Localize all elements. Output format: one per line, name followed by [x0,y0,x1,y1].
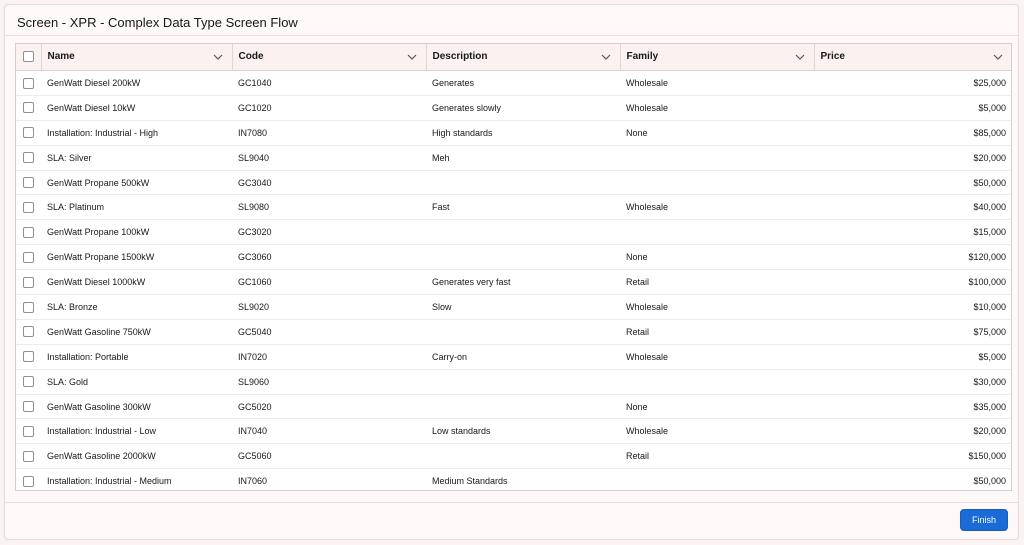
price-cell: $100,000 [814,270,1012,295]
code-cell: SL9040 [232,145,426,170]
description-cell: Generates very fast [426,270,620,295]
table-row[interactable] [16,95,1012,120]
name-cell: GenWatt Gasoline 750kW [41,319,232,344]
name-cell: Installation: Portable [41,344,232,369]
table-row[interactable] [16,71,1012,96]
family-cell [620,220,814,245]
description-cell: Medium Standards [426,469,620,491]
name-cell: GenWatt Gasoline 300kW [41,394,232,419]
code-cell: SL9080 [232,195,426,220]
row-select-cell [16,71,41,96]
description-cell [426,444,620,469]
table-row[interactable] [16,344,1012,369]
name-cell: SLA: Bronze [41,295,232,320]
name-cell: GenWatt Diesel 10kW [41,95,232,120]
row-checkbox[interactable] [23,102,34,113]
name-cell: GenWatt Diesel 1000kW [41,270,232,295]
name-cell: GenWatt Propane 500kW [41,170,232,195]
family-cell: None [620,394,814,419]
code-cell: SL9060 [232,369,426,394]
table-row[interactable] [16,469,1012,491]
row-checkbox[interactable] [23,451,34,462]
description-cell: Meh [426,145,620,170]
row-checkbox[interactable] [23,78,34,89]
row-checkbox[interactable] [23,302,34,313]
select-all-cell [16,44,41,71]
family-cell [620,170,814,195]
column-header-label: Price [820,51,845,62]
code-cell: GC1040 [232,71,426,96]
code-cell: IN7040 [232,419,426,444]
price-cell: $75,000 [814,319,1012,344]
price-cell: $50,000 [814,469,1012,491]
description-cell [426,319,620,344]
description-cell: Generates slowly [426,95,620,120]
table-row[interactable] [16,369,1012,394]
row-select-cell [16,95,41,120]
row-checkbox[interactable] [23,227,34,238]
family-cell [620,469,814,491]
row-checkbox[interactable] [23,326,34,337]
description-cell: Generates [426,71,620,96]
code-cell: GC1060 [232,270,426,295]
page-title: Screen - XPR - Complex Data Type Screen Flow [5,5,1018,36]
row-select-cell [16,419,41,444]
code-cell: IN7020 [232,344,426,369]
price-cell: $15,000 [814,220,1012,245]
row-select-cell [16,120,41,145]
description-cell: Carry-on [426,344,620,369]
column-header-family[interactable] [620,44,814,71]
family-cell: Retail [620,270,814,295]
code-cell: GC3020 [232,220,426,245]
column-header-name[interactable] [41,44,232,71]
family-cell: Wholesale [620,71,814,96]
chevron-down-icon[interactable] [600,51,612,63]
table-body [16,71,1012,492]
description-cell [426,245,620,270]
table-row[interactable] [16,170,1012,195]
row-checkbox[interactable] [23,426,34,437]
price-cell: $10,000 [814,295,1012,320]
column-header-code[interactable] [232,44,426,71]
table-row[interactable] [16,444,1012,469]
row-select-cell [16,319,41,344]
row-select-cell [16,394,41,419]
price-cell: $20,000 [814,419,1012,444]
name-cell: GenWatt Gasoline 2000kW [41,444,232,469]
family-cell: Retail [620,444,814,469]
description-cell [426,394,620,419]
column-header-label: Name [47,51,75,62]
row-select-cell [16,295,41,320]
row-select-cell [16,170,41,195]
price-cell: $25,000 [814,71,1012,96]
name-cell: GenWatt Propane 1500kW [41,245,232,270]
row-select-cell [16,270,41,295]
chevron-down-icon[interactable] [992,51,1004,63]
family-cell: None [620,120,814,145]
family-cell: None [620,245,814,270]
description-cell [426,170,620,195]
column-header-label: Family [626,51,659,62]
chevron-down-icon[interactable] [794,51,806,63]
table-row[interactable] [16,195,1012,220]
family-cell: Wholesale [620,419,814,444]
table-row[interactable] [16,220,1012,245]
name-cell: Installation: Industrial - Low [41,419,232,444]
row-checkbox[interactable] [23,202,34,213]
price-cell: $40,000 [814,195,1012,220]
name-cell: GenWatt Diesel 200kW [41,71,232,96]
price-cell: $5,000 [814,95,1012,120]
name-cell: Installation: Industrial - High [41,120,232,145]
row-select-cell [16,220,41,245]
code-cell: GC5040 [232,319,426,344]
name-cell: SLA: Silver [41,145,232,170]
price-cell: $20,000 [814,145,1012,170]
row-checkbox[interactable] [23,401,34,412]
row-select-cell [16,469,41,491]
code-cell: GC1020 [232,95,426,120]
data-table [15,43,1012,491]
row-checkbox[interactable] [23,152,34,163]
family-cell: Wholesale [620,295,814,320]
family-cell: Wholesale [620,195,814,220]
price-cell: $30,000 [814,369,1012,394]
column-header-label: Code [238,51,264,62]
screen-flow-card [4,4,1019,540]
row-checkbox[interactable] [23,177,34,188]
family-cell: Wholesale [620,95,814,120]
column-header-description[interactable] [426,44,620,71]
name-cell: SLA: Gold [41,369,232,394]
row-select-cell [16,145,41,170]
code-cell: GC3060 [232,245,426,270]
table-row[interactable] [16,319,1012,344]
price-cell: $35,000 [814,394,1012,419]
price-cell: $150,000 [814,444,1012,469]
chevron-down-icon[interactable] [406,51,418,63]
code-cell: IN7060 [232,469,426,491]
name-cell: SLA: Platinum [41,195,232,220]
table-header-row [16,44,1012,71]
description-cell: Slow [426,295,620,320]
table-row[interactable] [16,120,1012,145]
row-checkbox[interactable] [23,376,34,387]
family-cell: Wholesale [620,344,814,369]
row-select-cell [16,369,41,394]
description-cell: Fast [426,195,620,220]
family-cell [620,145,814,170]
family-cell: Retail [620,319,814,344]
row-checkbox[interactable] [23,252,34,263]
row-checkbox[interactable] [23,277,34,288]
code-cell: GC5020 [232,394,426,419]
column-header-label: Description [432,51,488,62]
row-checkbox[interactable] [23,476,34,487]
row-select-cell [16,444,41,469]
price-cell: $85,000 [814,120,1012,145]
name-cell: GenWatt Propane 100kW [41,220,232,245]
table-row[interactable] [16,394,1012,419]
price-cell: $120,000 [814,245,1012,270]
column-header-price[interactable] [814,44,1012,71]
description-cell: High standards [426,120,620,145]
code-cell: IN7080 [232,120,426,145]
description-cell [426,369,620,394]
family-cell [620,369,814,394]
code-cell: GC5060 [232,444,426,469]
row-select-cell [16,245,41,270]
row-select-cell [16,195,41,220]
description-cell [426,220,620,245]
row-checkbox[interactable] [23,351,34,362]
table-row[interactable] [16,295,1012,320]
table-row[interactable] [16,145,1012,170]
name-cell: Installation: Industrial - Medium [41,469,232,491]
finish-button[interactable]: Finish [960,509,1008,531]
chevron-down-icon[interactable] [212,51,224,63]
row-select-cell [16,344,41,369]
price-cell: $5,000 [814,344,1012,369]
code-cell: SL9020 [232,295,426,320]
table-row[interactable] [16,270,1012,295]
table-row[interactable] [16,419,1012,444]
row-checkbox[interactable] [23,127,34,138]
select-all-checkbox[interactable] [23,51,34,62]
code-cell: GC3040 [232,170,426,195]
price-cell: $50,000 [814,170,1012,195]
footer-divider [5,502,1018,503]
description-cell: Low standards [426,419,620,444]
table-row[interactable] [16,245,1012,270]
